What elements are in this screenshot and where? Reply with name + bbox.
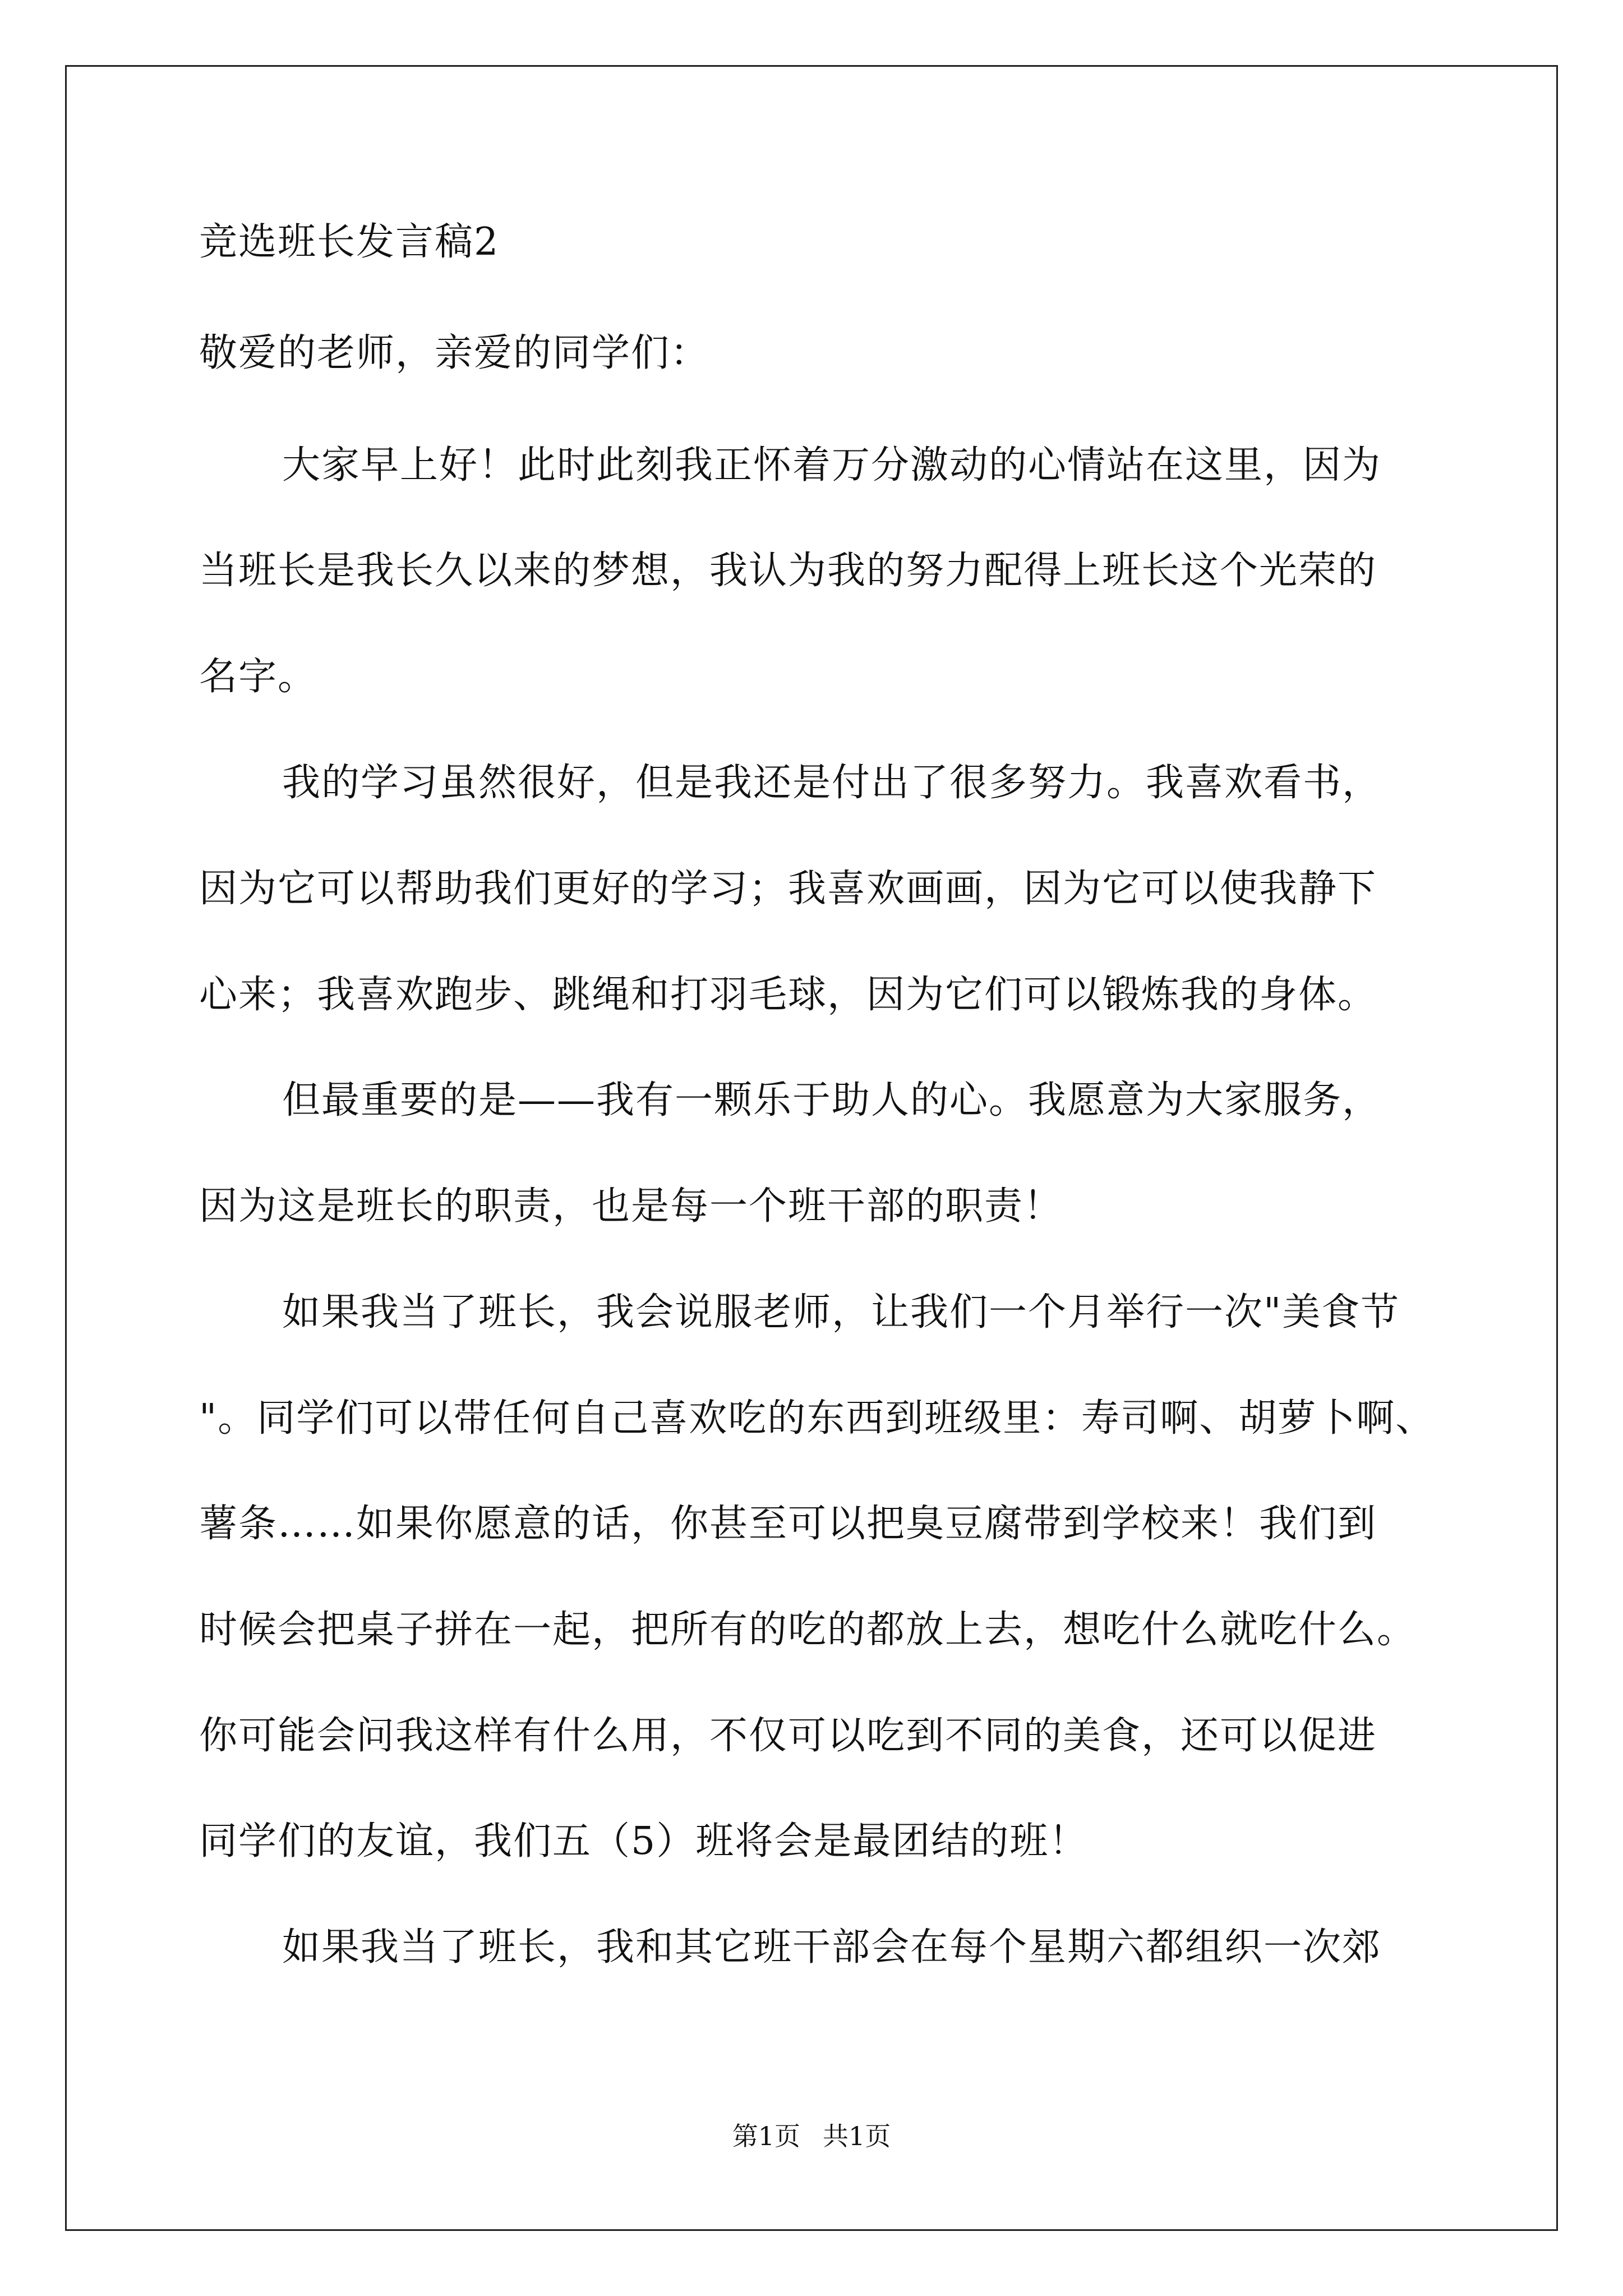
paragraph-line: 当班长是我长久以来的梦想，我认为我的努力配得上班长这个光荣的 [199,549,1377,593]
page-number: 第1页 [732,2121,800,2151]
paragraph-line: 薯条……如果你愿意的话，你甚至可以把臭豆腐带到学校来！我们到 [199,1502,1377,1546]
page-border [65,65,1558,2231]
page-total: 共1页 [823,2121,891,2151]
paragraph-line: 你可能会问我这样有什么用，不仅可以吃到不同的美食，还可以促进 [199,1714,1377,1758]
paragraph-line: 如果我当了班长，我和其它班干部会在每个星期六都组织一次郊 [282,1925,1382,1970]
paragraph-line: 心来；我喜欢跑步、跳绳和打羽毛球，因为它们可以锻炼我的身体。 [199,973,1377,1017]
document-title: 竞选班长发言稿2 [199,220,500,264]
paragraph-line: 但最重要的是——我有一颗乐于助人的心。我愿意为大家服务， [282,1078,1382,1122]
paragraph-line: "。同学们可以带任何自己喜欢吃的东西到班级里：寿司啊、胡萝卜啊、 [199,1396,1435,1441]
paragraph-line: 大家早上好！此时此刻我正怀着万分激动的心情站在这里，因为 [282,443,1382,487]
paragraph-line: 我的学习虽然很好，但是我还是付出了很多努力。我喜欢看书， [282,761,1382,805]
paragraph-line: 同学们的友谊，我们五（5）班将会是最团结的班！ [199,1819,1089,1864]
salutation: 敬爱的老师，亲爱的同学们： [199,331,710,375]
page-footer [0,2120,1623,2152]
paragraph-line: 因为它可以帮助我们更好的学习；我喜欢画画，因为它可以使我静下 [199,867,1377,911]
paragraph-line: 名字。 [199,655,317,699]
paragraph-line: 因为这是班长的职责，也是每一个班干部的职责！ [199,1184,1063,1228]
paragraph-line: 时候会把桌子拼在一起，把所有的吃的都放上去，想吃什么就吃什么。 [199,1608,1417,1652]
paragraph-line: 如果我当了班长，我会说服老师，让我们一个月举行一次"美食节 [282,1290,1400,1335]
